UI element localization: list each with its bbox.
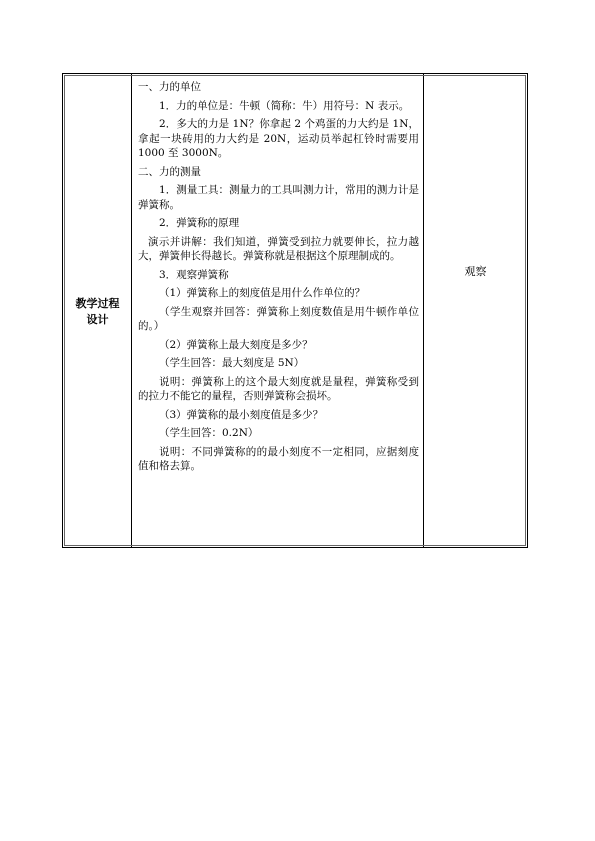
lesson-content [138,80,419,478]
row-label-cell [63,74,132,547]
paragraph: 1．测量工具：测量力的工具叫测力计，常用的测力计是弹簧称。 [138,184,419,211]
paragraph: （2）弹簧称上最大刻度是多少？ [159,338,313,351]
row-label [63,296,132,328]
note-text: 观察 [464,265,487,278]
paragraph: 二、力的测量 [138,165,201,178]
content-cell [132,74,424,547]
paragraph: （3）弹簧称的最小刻度值是多少？ [159,408,324,421]
paragraph: 2．多大的力是 1N？你拿起 2 个鸡蛋的力大约是 1N，拿起一块砖用的力大约是 20N，运动员举起杠铃时需要用 1000 至 3000N。 [138,118,419,159]
paragraph: （1）弹簧称上的刻度值是用什么作单位的？ [159,287,366,299]
paragraph: 演示并讲解：我们知道，弹簧受到拉力就要伸长，拉力越大，弹簧伸长得越长。弹簧称就是根据这个原理制成的。 [138,235,419,262]
paragraph: （学生回答：最大刻度是 5N） [159,357,305,369]
paragraph: （学生观察并回答：弹簧称上刻度数值是用牛顿作单位的。） [138,305,419,332]
paragraph: 2．弹簧称的原理 [159,217,240,229]
row-label-line-1: 教学过程 [75,297,120,310]
note-cell [424,74,527,547]
paragraph: （学生回答：0.2N） [159,427,259,439]
paragraph: 1．力的单位是：牛顿（简称：牛）用符号：N 表示。 [159,99,410,112]
paragraph: 3．观察弹簧称 [159,268,229,281]
row-label-line-2: 设计 [86,313,109,326]
lesson-table [62,73,528,548]
paragraph: 一、力的单位 [138,81,201,93]
paragraph: 说明：弹簧称上的这个最大刻度就是量程，弹簧称受到的拉力不能它的量程，否则弹簧称会损坏。 [138,375,419,402]
paragraph: 说明：不同弹簧称的的最小刻度不一定相同，应据刻度值和格去算。 [138,445,419,472]
